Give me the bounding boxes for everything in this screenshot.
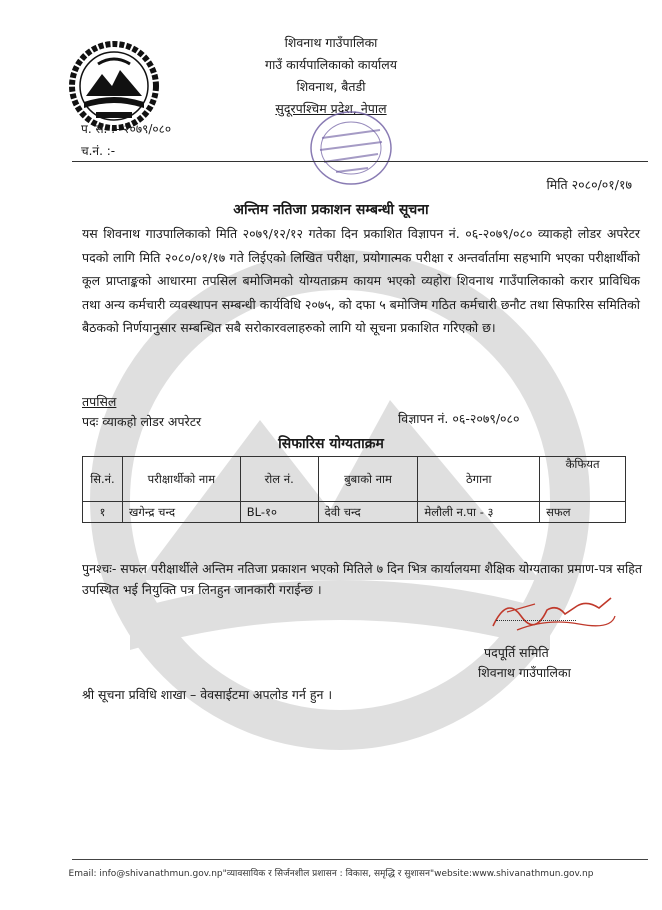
header-office: गाउँ कार्यपालिकाको कार्यालय — [265, 57, 397, 72]
notice-title: अन्तिम नतिजा प्रकाशन सम्बन्धी सूचना — [233, 202, 429, 218]
header-province: सुदूरपश्चिम प्रदेश, नेपाल — [275, 101, 387, 116]
header-divider — [72, 161, 648, 162]
col-remarks: कैफियत — [540, 457, 626, 502]
merit-table — [82, 456, 626, 523]
footer-contact: Email: info@shivanathmun.gov.np"व्यावसायिक र सिर्जनशील प्रशासन : विकास, समृद्धि र सुशासन"website:www.shivanathmun.gov.np — [68, 869, 594, 879]
signature-line — [496, 620, 576, 621]
cell-sn: १ — [83, 502, 123, 523]
postscript-note: पुनश्चः- सफल परीक्षार्थीले अन्तिम नतिजा प्रकाशन भएको मितिले ७ दिन भित्र कार्यालयमा शैक्षिक योग्यताका प्रमाण-पत्र सहित उपस्थित भई नियुक्ति पत्र लिनहुन जानकारी गराईन्छ । — [82, 561, 642, 597]
col-roll-number: रोल नं. — [240, 457, 318, 502]
col-sn: सि.नं. — [83, 457, 123, 502]
handwritten-signature — [487, 586, 617, 646]
cell-remarks: सफल — [540, 502, 626, 523]
cell-father-name: देवी चन्द — [318, 502, 418, 523]
notice-body: यस शिवनाथ गाउपालिकाको मिति २०७९/१२/१२ गतेका दिन प्रकाशित विज्ञापन नं. ०६-२०७९/०८० व्याकहो लोडर अपरेटर पदको लागि मिति २०८०/०१/१७ गते लिईएको लिखित परीक्षा, प्रयोगात्मक परीक्षा र अन्तर्वार्तामा सहभागि भएका परीक्षार्थीको कूल प्राप्ताङ्कको आधारमा तपसिल बमोजिमको योग्यताक्रम कायम भएको व्यहोरा शिवनाथ गाउँपालिकाको करार प्राविधिक तथा अन्य कर्मचारी व्यवस्थापन सम्बन्धी कार्यविधि २०७५, को दफा ५ बमोजिम गठित कर्मचारी छनौट तथा सिफारिस समितिको बैठकको निर्णयानुसार सम्बन्धित सबै सरोकारवलाहरुको लागि यो सूचना प्रकाशित गरिएको छ। — [82, 226, 640, 335]
post-name: पदः व्याकहो लोडर अपरेटर — [82, 414, 202, 429]
merit-list-title: सिफारिस योग्यताक्रम — [278, 436, 384, 452]
col-candidate-name: परीक्षार्थीको नाम — [122, 457, 240, 502]
notice-date: मिति २०८०/०१/१७ — [546, 177, 632, 192]
advertisement-number: विज्ञापन नं. ०६-२०७९/०८० — [398, 411, 520, 426]
cell-address: मेलौली न.पा - ३ — [418, 502, 540, 523]
signatory-committee: पदपूर्ति समिति — [484, 645, 549, 660]
cell-candidate-name: खगेन्द्र चन्द — [122, 502, 240, 523]
reference-number: प. सं. :- २०७९/०८० — [81, 122, 172, 136]
it-section-note: श्री सूचना प्रविधि शाखा – वेवसाईटमा अपलोड गर्न हुन । — [82, 687, 333, 702]
header-municipality: शिवनाथ गाउँपालिका — [284, 35, 378, 50]
dispatch-number: च.नं. :- — [81, 144, 116, 158]
office-seal-stamp — [308, 108, 394, 188]
col-address: ठेगाना — [418, 457, 540, 502]
col-father-name: बुबाको नाम — [318, 457, 418, 502]
table-row — [83, 502, 626, 523]
table-header-row — [83, 457, 626, 502]
signatory-municipality: शिवनाथ गाउँपालिका — [478, 665, 571, 680]
header-address: शिवनाथ, बैतडी — [296, 79, 366, 94]
details-heading: तपसिल — [82, 394, 117, 409]
cell-roll-number: BL-१० — [240, 502, 318, 523]
footer-divider — [72, 859, 648, 860]
